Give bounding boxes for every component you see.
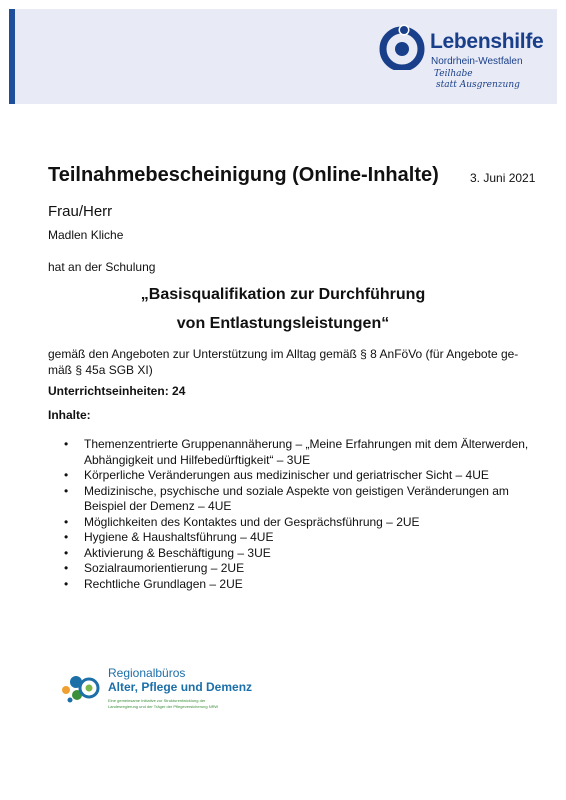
document-date: 3. Juni 2021 — [470, 171, 536, 185]
legal-basis-text: gemäß den Angeboten zur Unterstützung im Alltag gemäß § 8 AnFöVo (für Angebote ge-mäß § 45a SGB XI) — [48, 347, 519, 377]
regionalbueros-logo-icon — [58, 670, 104, 706]
regionalbueros-logo — [58, 664, 288, 724]
header-accent-bar — [9, 9, 15, 104]
regional-logo-tagline-2: Landesregierung und der Träger der Pflegeversicherung NRW — [108, 704, 219, 709]
list-item: • Hygiene & Haushaltsführung – 4UE — [64, 530, 534, 546]
participant-name: Madlen Kliche — [48, 228, 124, 242]
course-title-line-2: von Entlastungsleistungen“ — [176, 315, 390, 332]
salutation: Frau/Herr — [48, 203, 113, 220]
topic-list — [64, 437, 534, 592]
regional-logo-tagline-1: Eine gemeinsame Initiative zur Strukturentwicklung der — [108, 698, 206, 703]
intro-text: hat an der Schulung — [48, 260, 156, 274]
lebenshilfe-logo — [376, 22, 548, 98]
lebenshilfe-logo-icon — [376, 24, 428, 70]
slogan-line-2: statt Ausgrenzung — [436, 80, 520, 90]
org-region: Nordrhein-Westfalen — [431, 56, 523, 67]
course-title-line-1: „Basisqualifikation zur Durchführung — [140, 286, 426, 303]
list-item: • Medizinische, psychische und soziale Aspekte von geistigen Veränderungen am Beispiel der Demenz – 4UE — [64, 484, 534, 515]
list-item: • Themenzentrierte Gruppenannäherung – „Meine Erfahrungen mit dem Älterwerden, Abhängigkeit und Hilfebedürftigkeit“ – 3UE — [64, 437, 534, 468]
contents-heading: Inhalte: — [48, 408, 91, 422]
list-item: • Möglichkeiten des Kontaktes und der Gesprächsführung – 2UE — [64, 515, 534, 531]
list-item: • Körperliche Veränderungen aus medizinischer und geriatrischer Sicht – 4UE — [64, 468, 534, 484]
list-item: • Sozialraumorientierung – 2UE — [64, 561, 534, 577]
org-name: Lebenshilfe — [430, 30, 544, 53]
list-item: • Aktivierung & Beschäftigung – 3UE — [64, 546, 534, 562]
slogan-line-1: Teilhabe — [434, 69, 473, 79]
list-item: • Rechtliche Grundlagen – 2UE — [64, 577, 534, 593]
regional-logo-line-1: Regionalbüros — [108, 666, 186, 680]
regional-logo-line-2: Alter, Pflege und Demenz — [108, 680, 253, 694]
teaching-units: Unterrichtseinheiten: 24 — [48, 384, 186, 398]
document-title: Teilnahmebescheinigung (Online-Inhalte) — [48, 164, 439, 186]
